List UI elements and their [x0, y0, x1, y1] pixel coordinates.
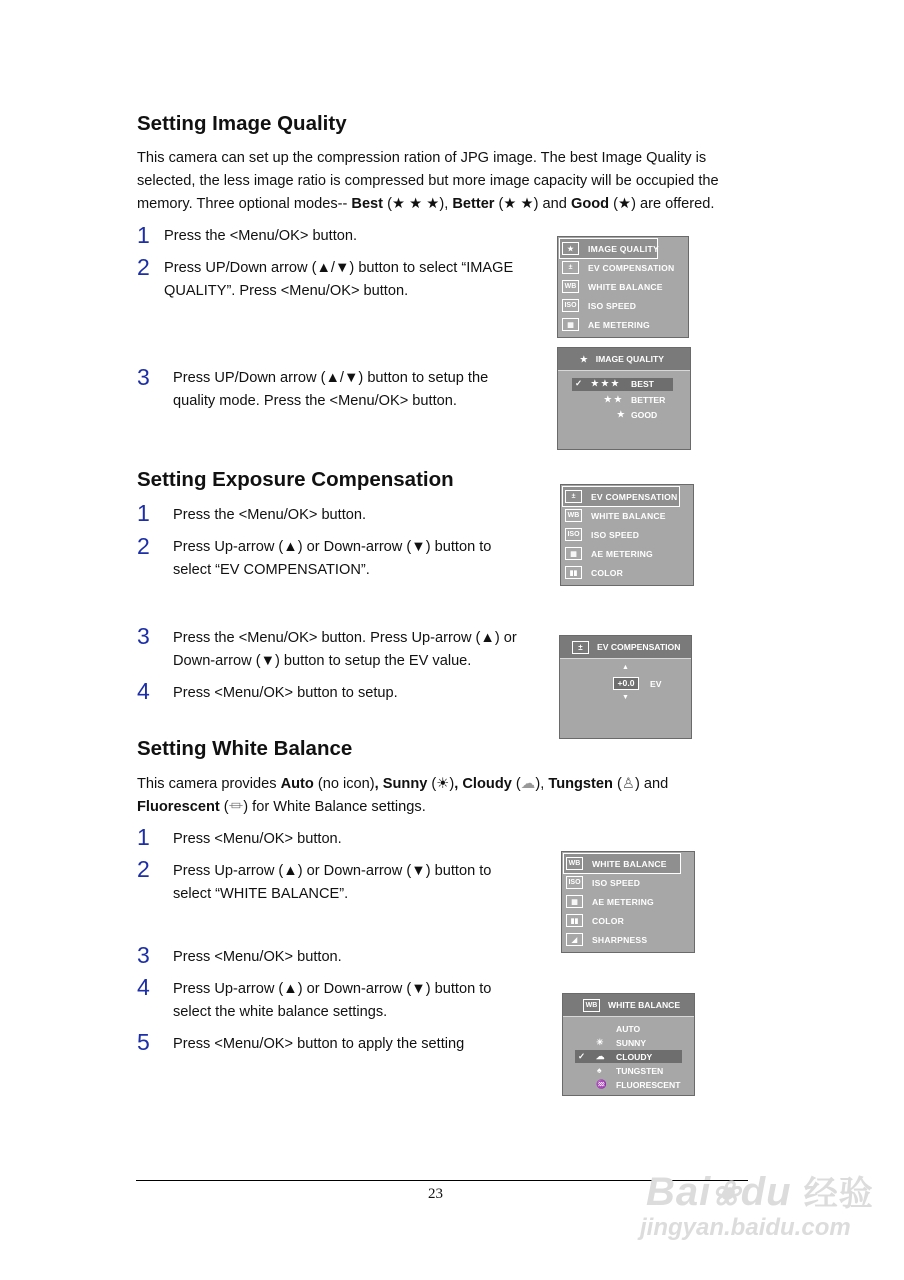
menu-item [562, 873, 694, 892]
menu-item [562, 892, 694, 911]
step-text: Press Up-arrow (▲) or Down-arrow (▼) button to select “WHITE BALANCE”. [173, 863, 492, 902]
star-icon: ★ [562, 242, 579, 255]
step-number: 2 [137, 254, 150, 280]
iso-icon: ISO [566, 876, 583, 889]
menu-item-label: AE METERING [592, 896, 654, 907]
intro-line-1: This camera can set up the compression ration of JPG image. The best Image Quality is [137, 150, 707, 166]
best-stars-icon: ★ ★ ★ [391, 196, 440, 212]
menu-item [561, 544, 693, 563]
watermark-cn: 经验 [803, 1175, 874, 1213]
menu-item [558, 277, 688, 296]
cloudy-icon: ☁ [520, 776, 536, 792]
menu-item-label: EV COMPENSATION [591, 491, 678, 502]
wb-intro-line-1: This camera provides Auto (no icon), Sunny (☀), Cloudy (☁), Tungsten (♙) and [137, 776, 669, 792]
best-stars-icon: ★ ★ ★ [591, 378, 619, 388]
step-text: Press <Menu/OK> button. [173, 949, 342, 965]
iso-icon: ISO [565, 528, 582, 541]
ev-value-display: +0.0 [613, 677, 639, 690]
check-icon: ✓ [578, 1051, 586, 1061]
step-number: 3 [137, 364, 150, 390]
section-title-white-balance: Setting White Balance [137, 737, 353, 760]
watermark-brand-2: du [740, 1170, 792, 1214]
menu-item-label: WHITE BALANCE [588, 281, 663, 292]
better-stars-icon: ★ ★ [503, 196, 534, 212]
menu-item-label: IMAGE QUALITY [588, 243, 659, 254]
page-number: 23 [428, 1186, 443, 1202]
wb-intro-line-2: Fluorescent (⏛) for White Balance settings. [137, 799, 426, 815]
sharpness-icon: ◢ [566, 933, 583, 946]
cloudy-label: Cloudy [462, 776, 512, 792]
menu-item [562, 911, 694, 930]
iso-icon: ISO [562, 299, 579, 312]
menu-item-label: SHARPNESS [592, 934, 648, 945]
submenu-title: EV COMPENSATION [597, 642, 681, 652]
menu-item [561, 487, 693, 506]
intro-line-2: selected, the less image ratio is compressed but more image capacity will be occupied the [137, 173, 719, 189]
step-text: Press Up-arrow (▲) or Down-arrow (▼) button to select “EV COMPENSATION”. [173, 539, 492, 578]
menu-item-label: ISO SPEED [591, 529, 640, 540]
section-title-image-quality: Setting Image Quality [137, 112, 347, 135]
image-quality-intro [137, 147, 777, 216]
metering-icon: ▦ [562, 318, 579, 331]
star-icon: ★ [580, 353, 588, 364]
menu-item [561, 563, 693, 582]
watermark-url: jingyan.baidu.com [640, 1214, 851, 1241]
wb-icon: WB [566, 857, 583, 870]
good-star-icon: ★ [617, 409, 625, 419]
tungsten-icon: ♠ [597, 1065, 602, 1075]
menu-item-label: EV COMPENSATION [588, 262, 675, 273]
step-text: Press UP/Down arrow (▲/▼) button to setup the quality mode. Press the <Menu/OK> button. [173, 370, 489, 409]
wb-icon: WB [565, 509, 582, 522]
sunny-label: Sunny [382, 776, 428, 792]
sunny-icon: ☀ [436, 776, 450, 792]
baidu-watermark-logo [646, 1166, 874, 1215]
white-balance-intro [137, 773, 777, 819]
menu-item-label: AE METERING [588, 319, 650, 330]
option-good: GOOD [631, 410, 658, 420]
option-sunny: SUNNY [616, 1038, 647, 1048]
ev-icon: ± [565, 490, 582, 503]
color-icon: ▮▮ [566, 914, 583, 927]
ev-icon: ± [572, 641, 589, 654]
menu-item-label: ISO SPEED [592, 877, 641, 888]
selected-option-highlight [572, 378, 673, 391]
metering-icon: ▦ [565, 547, 582, 560]
step-text: Press the <Menu/OK> button. Press Up-arrow (▲) or Down-arrow (▼) button to setup the EV value. [173, 630, 517, 669]
camera-menu-screen-3 [561, 851, 695, 953]
step-number: 2 [137, 856, 150, 882]
step-number: 2 [137, 533, 150, 559]
menu-item [558, 239, 688, 258]
menu-item [558, 296, 688, 315]
intro-line-3: memory. Three optional modes-- Best (★ ★ ★), Better (★ ★) and Good (★) are offered. [137, 196, 715, 212]
tungsten-icon: ♙ [621, 776, 635, 792]
option-fluorescent: FLUORESCENT [616, 1080, 681, 1090]
step-text: Press <Menu/OK> button. [173, 831, 342, 847]
submenu-header [558, 348, 690, 371]
menu-item [558, 258, 688, 277]
menu-item-label: WHITE BALANCE [592, 858, 667, 869]
option-better: BETTER [631, 395, 666, 405]
better-label: Better [452, 196, 495, 212]
sunny-icon: ☀ [596, 1037, 604, 1047]
step-number: 4 [137, 678, 150, 704]
option-best: BEST [631, 379, 654, 389]
option-auto: AUTO [616, 1024, 641, 1034]
check-icon: ✓ [575, 378, 583, 388]
fluorescent-icon: ♒ [596, 1079, 607, 1089]
menu-item-label: ISO SPEED [588, 300, 637, 311]
step-number: 1 [137, 824, 150, 850]
submenu-title: WHITE BALANCE [608, 1000, 681, 1010]
step-number: 1 [137, 222, 150, 248]
section-title-exposure: Setting Exposure Compensation [137, 468, 454, 491]
step-number: 4 [137, 974, 150, 1000]
fluorescent-label: Fluorescent [137, 799, 220, 815]
camera-menu-screen-1 [557, 236, 689, 338]
down-arrow-icon: ▼ [622, 694, 629, 701]
submenu-header [560, 636, 691, 659]
submenu-header [563, 994, 694, 1017]
watermark-brand: Bai [646, 1170, 712, 1214]
color-icon: ▮▮ [565, 566, 582, 579]
better-stars-icon: ★ ★ [604, 394, 622, 404]
good-label: Good [570, 196, 610, 212]
step-text: Press <Menu/OK> button to setup. [173, 685, 398, 701]
menu-item-label: COLOR [592, 915, 625, 926]
step-text: Press <Menu/OK> button to apply the setting [173, 1036, 465, 1052]
ev-compensation-submenu-screen [559, 635, 692, 739]
menu-item-label: COLOR [591, 567, 624, 578]
step-text: Press the <Menu/OK> button. [173, 507, 367, 523]
paw-icon: ❀ [711, 1175, 741, 1213]
menu-item [558, 315, 688, 334]
up-arrow-icon: ▲ [622, 664, 629, 671]
menu-item-label: AE METERING [591, 548, 653, 559]
auto-label: Auto [280, 776, 314, 792]
option-tungsten: TUNGSTEN [616, 1066, 664, 1076]
submenu-title: IMAGE QUALITY [595, 354, 664, 364]
step-text: Press the <Menu/OK> button. [164, 228, 358, 244]
step-number: 5 [137, 1029, 150, 1055]
white-balance-submenu-screen [562, 993, 695, 1096]
metering-icon: ▦ [566, 895, 583, 908]
option-cloudy: CLOUDY [616, 1052, 653, 1062]
cloudy-icon: ☁ [596, 1051, 605, 1061]
menu-item-label: WHITE BALANCE [591, 510, 666, 521]
menu-item [562, 930, 694, 949]
menu-item [561, 525, 693, 544]
camera-menu-screen-2 [560, 484, 694, 586]
step-number: 1 [137, 500, 150, 526]
menu-item [562, 854, 694, 873]
fluorescent-icon: ⏛ [228, 799, 244, 815]
good-star-icon: ★ [618, 196, 632, 212]
wb-icon: WB [583, 999, 600, 1012]
ev-unit-label: EV [650, 679, 662, 689]
menu-item [561, 506, 693, 525]
tungsten-label: Tungsten [548, 776, 613, 792]
step-text: Press Up-arrow (▲) or Down-arrow (▼) button to select the white balance settings. [173, 981, 492, 1020]
best-label: Best [351, 196, 384, 212]
step-number: 3 [137, 623, 150, 649]
image-quality-submenu-screen [557, 347, 691, 450]
wb-icon: WB [562, 280, 579, 293]
step-number: 3 [137, 942, 150, 968]
ev-icon: ± [562, 261, 579, 274]
step-text: Press UP/Down arrow (▲/▼) button to select “IMAGE QUALITY”. Press <Menu/OK> button. [164, 260, 514, 299]
